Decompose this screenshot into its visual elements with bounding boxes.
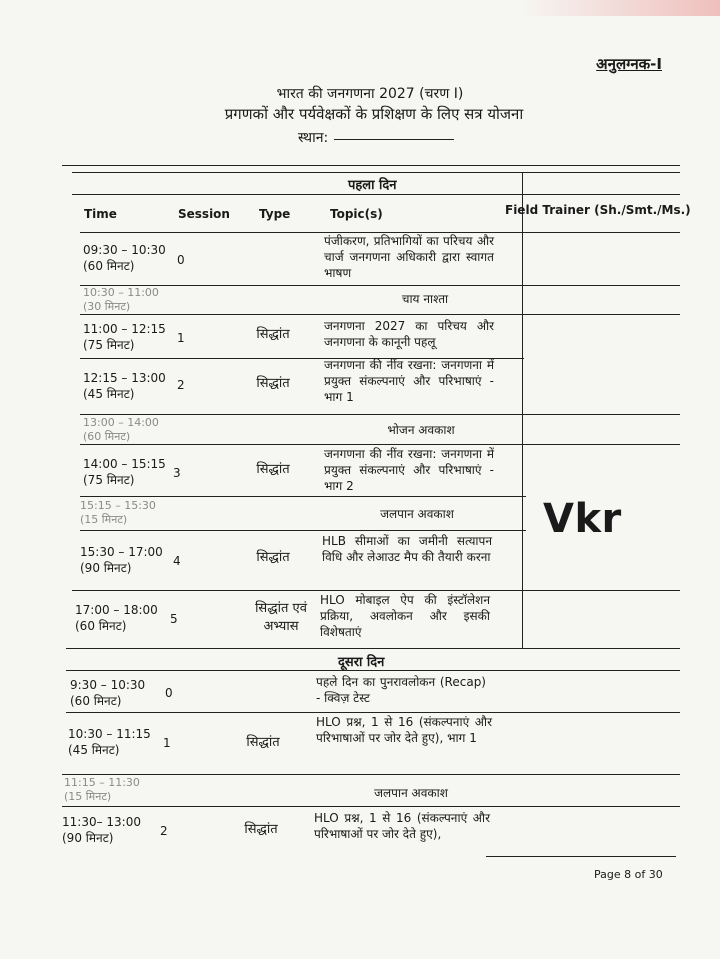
topic-text: जनगणना की नींव रखना: जनगणना में प्रयुक्त संकल्पनाएं और परिभाषाएं - भाग 1 [324,358,494,404]
time-range: 09:30 – 10:30 [83,243,166,257]
table-row [62,815,141,846]
table-rule [72,590,680,591]
place-field [298,128,454,147]
time-range: 10:30 – 11:00 [83,286,159,299]
table-rule [80,444,680,445]
time-range: 9:30 – 10:30 [70,678,146,692]
session-number: 0 [165,686,173,700]
duration: (30 मिनट) [83,300,131,313]
session-number: 3 [173,466,181,480]
time-range: 15:30 – 17:00 [80,545,163,559]
time-range: 10:30 – 11:15 [68,727,151,741]
table-rule [66,712,680,713]
col-header-time: Time [84,207,117,221]
break-label: चाय नाश्ता [401,292,449,306]
topic-text: HLO मोबाइल ऐप की इंस्टॉलेशन प्रक्रिया, अवलोकन और इसकी विशेषताएं [320,593,490,639]
table-row [83,322,166,353]
topic-text: जनगणना की नींव रखना: जनगणना में प्रयुक्त संकल्पनाएं और परिभाषाएं - भाग 2 [324,447,494,493]
session-number: 4 [173,554,181,568]
table-rule [80,414,680,415]
time-range: 11:00 – 12:15 [83,322,166,336]
duration: (45 मिनट) [68,742,120,757]
day1-title: पहला दिन [348,178,397,193]
session-number: 5 [170,612,178,626]
col-header-topics: Topic(s) [330,207,383,221]
table-rule [72,194,680,195]
duration: (60 मिनट) [70,693,122,708]
session-type: सिद्धांत [246,735,280,750]
table-row [64,776,140,804]
col-header-session: Session [178,207,230,221]
topic-text: पहले दिन का पुनरावलोकन (Recap) - क्विज़ टेस्ट [316,675,486,705]
duration: (15 मिनट) [80,513,128,526]
session-type: सिद्धांत [256,327,290,342]
time-range: 14:00 – 15:15 [83,457,166,471]
table-row [80,499,156,527]
table-row [83,457,166,488]
session-number: 1 [177,331,185,345]
time-range: 15:15 – 15:30 [80,499,156,512]
duration: (60 मिनट) [83,430,131,443]
session-type: सिद्धांत [256,550,290,565]
annex-label: अनुलग्नक-I [596,55,662,73]
session-number: 2 [177,378,185,392]
table-rule [66,670,680,671]
table-rule [72,172,680,173]
duration: (90 मिनट) [80,560,132,575]
table-vertical-rule [522,172,523,648]
duration: (75 मिनट) [83,337,135,352]
table-row [70,678,145,709]
duration: (75 मिनट) [83,472,135,487]
day2-title: दूसरा दिन [338,655,385,670]
session-number: 0 [177,253,185,267]
place-blank-line [334,139,454,140]
topic-text: HLB सीमाओं का जमीनी सत्यापन विधि और लेआउट मैप की तैयारी करना [322,534,492,564]
table-row [75,603,158,634]
session-type: सिद्धांत [256,462,290,477]
top-color-band [520,0,720,16]
session-type: सिद्धांत [244,822,278,837]
topic-text: HLO प्रश्न, 1 से 16 (संकल्पनाएं और परिभाषाओं पर जोर देते हुए), [314,811,490,841]
time-range: 11:30– 13:00 [62,815,141,829]
session-type: सिद्धांत [256,376,290,391]
session-type: सिद्धांत एवं अभ्यास [255,601,307,634]
table-rule [80,496,526,497]
time-range: 12:15 – 13:00 [83,371,166,385]
table-rule [62,774,680,775]
table-rule [80,530,526,531]
duration: (90 मिनट) [62,830,114,845]
table-row [83,243,166,274]
col-header-trainer: Field Trainer (Sh./Smt./Ms.) [505,203,691,217]
duration: (60 मिनट) [75,618,127,633]
time-range: 13:00 – 14:00 [83,416,159,429]
document-title: भारत की जनगणना 2027 (चरण I) [276,86,464,102]
table-rule [62,806,680,807]
table-row [68,727,151,758]
stamp-vkr: Vkr [543,496,622,542]
page-number: Page 8 of 30 [594,868,663,881]
table-row [83,416,159,444]
table-row [83,286,159,314]
duration: (60 मिनट) [83,258,135,273]
table-top-rule [62,165,680,166]
table-rule [80,314,680,315]
session-number: 2 [160,824,168,838]
duration: (45 मिनट) [83,386,135,401]
time-range: 17:00 – 18:00 [75,603,158,617]
time-range: 11:15 – 11:30 [64,776,140,789]
topic-text: जनगणना 2027 का परिचय और जनगणना के कानूनी पहलू [324,319,494,349]
topic-text: पंजीकरण, प्रतिभागियों का परिचय और चार्ज जनगणना अधिकारी द्वारा स्वागत भाषण [324,234,494,280]
place-label: स्थान: [298,130,329,146]
table-row [80,545,163,576]
break-label: जलपान अवकाश [380,507,454,521]
duration: (15 मिनट) [64,790,112,803]
table-rule [80,285,680,286]
table-rule [66,648,680,649]
col-header-type: Type [259,207,291,221]
session-number: 1 [163,736,171,750]
break-label: भोजन अवकाश [387,423,455,437]
table-rule [486,856,676,857]
break-label: जलपान अवकाश [374,786,448,800]
table-row [83,371,166,402]
document-subtitle: प्रगणकों और पर्यवेक्षकों के प्रशिक्षण के लिए सत्र योजना [224,105,524,123]
topic-text: HLO प्रश्न, 1 से 16 (संकल्पनाएं और परिभाषाओं पर जोर देते हुए), भाग 1 [316,715,492,745]
